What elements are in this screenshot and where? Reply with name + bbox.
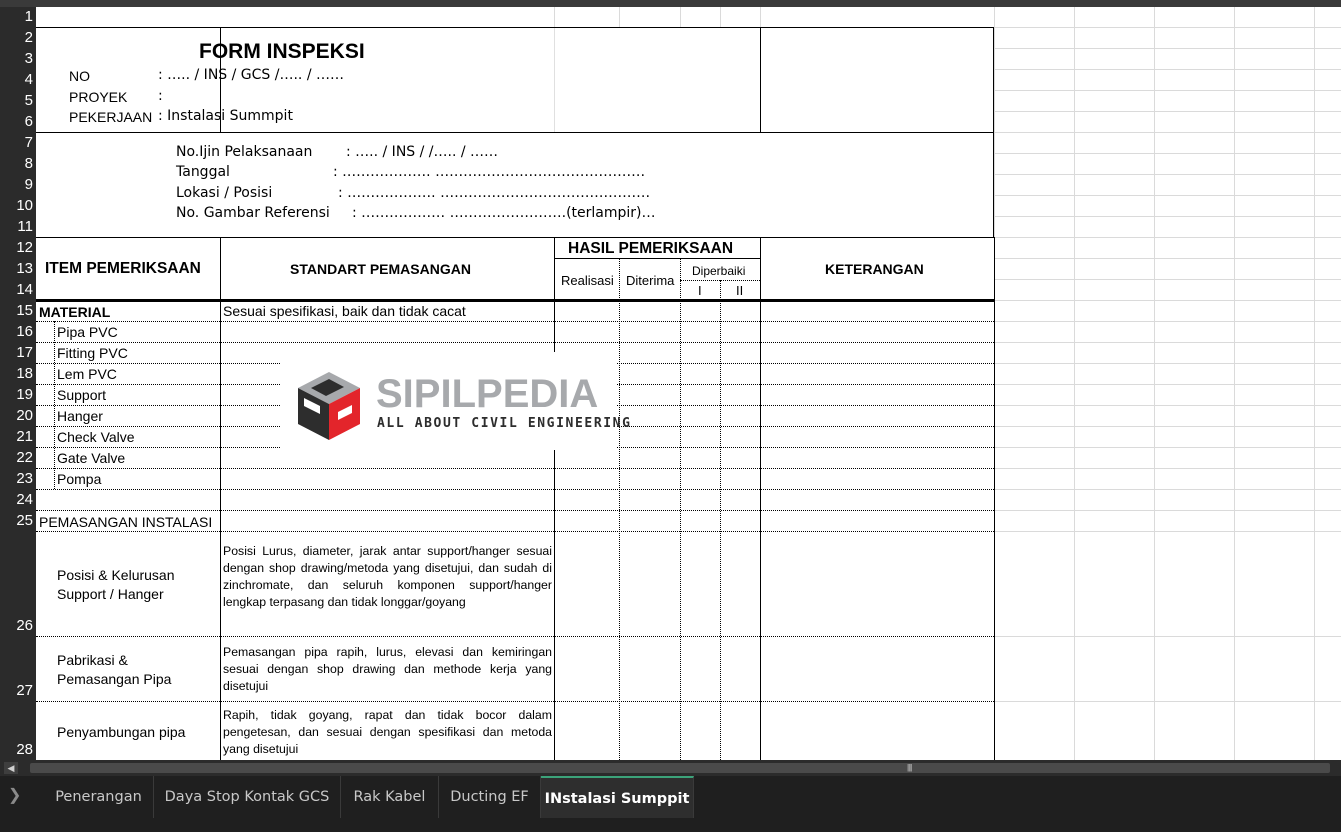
row-number[interactable]: 10 [16, 197, 33, 214]
item-standard: Posisi Lurus, diameter, jarak antar support/hanger sesuai dengan shop drawing/metoda yang disetujui, dan sudah di zinchromate, dan seluruh komponen support/hanger lengkap terpasang dan tidak longgar/goyang [223, 544, 552, 609]
gridline [994, 489, 1341, 490]
row-number[interactable]: 5 [24, 92, 33, 109]
material-standard: Sesuai spesifikasi, baik dan tidak cacat [223, 303, 466, 319]
gridline [554, 7, 555, 27]
row-number[interactable]: 26 [16, 617, 33, 634]
list-item: Pipa PVC [57, 324, 118, 340]
item-label: Support / Hanger [57, 586, 164, 602]
gridline [994, 48, 1341, 49]
row-number[interactable]: 1 [24, 8, 33, 25]
gambar-value: : ……………… …………………….(terlampir)… [352, 205, 656, 221]
gridline [994, 174, 1341, 175]
gridline [994, 153, 1341, 154]
list-item: Lem PVC [57, 366, 117, 382]
gridline [994, 510, 1341, 511]
row-number[interactable]: 17 [16, 344, 33, 361]
gridline [994, 363, 1341, 364]
row-number[interactable]: 15 [16, 302, 33, 319]
col-diterima-header: Diterima [626, 273, 675, 288]
gridline [554, 28, 555, 132]
lokasi-label: Lokasi / Posisi [176, 185, 273, 201]
row-number[interactable]: 23 [16, 470, 33, 487]
watermark-tagline: ALL ABOUT CIVIL ENGINEERING [377, 416, 632, 431]
item-standard: Pemasangan pipa rapih, lurus, elevasi dan kemiringan sesuai dengan shop drawing dan methode kerja yang disetujui [223, 645, 552, 693]
border-line [220, 237, 221, 760]
pemasangan-title: PEMASANGAN INSTALASI [39, 514, 213, 530]
row-number[interactable]: 2 [24, 29, 33, 46]
gambar-label: No. Gambar Referensi [176, 205, 330, 221]
row-border [36, 468, 994, 469]
gridline [994, 237, 1341, 238]
proyek-label: PROYEK [69, 89, 128, 105]
tanggal-label: Tanggal [176, 164, 230, 180]
gridline [994, 405, 1341, 406]
col-realisasi-header: Realisasi [561, 273, 614, 288]
row-number[interactable]: 8 [24, 155, 33, 172]
item-label: Penyambungan pipa [57, 724, 186, 740]
gridline [994, 468, 1341, 469]
row-number[interactable]: 19 [16, 386, 33, 403]
gridline [760, 7, 761, 27]
col-diperbaiki-header: Diperbaiki [692, 264, 746, 278]
row-border [36, 489, 994, 490]
gridline [994, 321, 1341, 322]
row-border [36, 321, 994, 322]
col-item-header: ITEM PEMERIKSAAN [45, 260, 201, 277]
row-number[interactable]: 3 [24, 50, 33, 67]
pekerjaan-label: PEKERJAAN [69, 109, 153, 125]
gridline [994, 132, 1341, 133]
form-title: FORM INSPEKSI [199, 40, 365, 63]
sheet-tab-bar [0, 776, 1341, 820]
chevron-right-icon[interactable]: ❯ [8, 787, 22, 804]
material-title: MATERIAL [39, 304, 111, 320]
gridline [994, 384, 1341, 385]
border-line [619, 258, 620, 760]
gridline [994, 258, 1341, 259]
tab-ducting-ef[interactable]: Ducting EF [439, 776, 541, 818]
item-standard: Rapih, tidak goyang, rapat dan tidak bocor dalam pengetesan, dan sesuai dengan spesifikasi dan metoda yang disetujui [223, 708, 552, 756]
border-line [760, 27, 761, 133]
ijin-label: No.Ijin Pelaksanaan [176, 144, 313, 160]
gridline [680, 7, 681, 27]
row-number[interactable]: 12 [16, 239, 33, 256]
list-item: Check Valve [57, 429, 135, 445]
horizontal-scrollbar[interactable] [0, 760, 1341, 776]
gridline [994, 216, 1341, 217]
item-label: Pemasangan Pipa [57, 671, 172, 687]
tab-penerangan[interactable]: Penerangan [44, 776, 154, 818]
tab-instalasi-sumppit[interactable]: INstalasi Sumppit [541, 776, 694, 818]
col-roman-2: II [736, 283, 744, 298]
row-number[interactable]: 6 [24, 113, 33, 130]
border-line [680, 280, 760, 281]
row-number[interactable]: 11 [17, 218, 33, 235]
row-border [36, 342, 994, 343]
scroll-grip-icon: |||| [907, 763, 912, 772]
list-item: Support [57, 387, 107, 403]
row-number[interactable]: 7 [24, 134, 33, 151]
row-number[interactable]: 13 [16, 260, 33, 277]
header-thick-border [36, 299, 994, 302]
row-border [36, 531, 994, 532]
gridline [994, 195, 1341, 196]
lokasi-value: : ………………. ……………………………………… [338, 185, 651, 201]
watermark-brand: SIPILPEDIA [376, 372, 599, 416]
status-bar [0, 820, 1341, 832]
row-number[interactable]: 21 [16, 428, 33, 445]
scroll-thumb[interactable] [30, 763, 1330, 773]
gridline [994, 531, 1341, 532]
row-border [36, 636, 994, 637]
gridline [994, 426, 1341, 427]
scroll-left-icon[interactable]: ◀ [4, 762, 18, 774]
ijin-value: : ….. / INS / /….. / …… [346, 144, 499, 160]
column-header-bar[interactable] [0, 0, 1341, 7]
border-line [720, 280, 721, 760]
row-number[interactable]: 4 [24, 71, 33, 88]
gridline [994, 69, 1341, 70]
border-line [994, 237, 995, 760]
row-number[interactable]: 24 [16, 491, 33, 508]
pekerjaan-value: : Instalasi Summpit [158, 108, 293, 124]
row-number[interactable]: 9 [24, 176, 33, 193]
tab-daya-stop-kontak-gcs[interactable]: Daya Stop Kontak GCS [154, 776, 341, 818]
row-number[interactable]: 18 [16, 365, 33, 382]
row-number[interactable]: 16 [16, 323, 33, 340]
item-label: Pabrikasi & [57, 652, 128, 668]
list-item: Fitting PVC [57, 345, 128, 361]
col-roman-1: I [698, 283, 702, 298]
gridline [994, 342, 1341, 343]
row-number[interactable]: 22 [16, 449, 33, 466]
list-item: Pompa [57, 471, 102, 487]
no-label: NO [69, 68, 90, 84]
border-line [760, 237, 761, 760]
gridline [994, 279, 1341, 280]
tab-rak-kabel[interactable]: Rak Kabel [341, 776, 439, 818]
tanggal-value: : ………………. ……………………………………… [333, 164, 646, 180]
row-border [54, 321, 55, 489]
gridline [720, 7, 721, 27]
watermark-logo [280, 352, 632, 450]
row-number[interactable]: 28 [16, 741, 33, 758]
sipilpedia-cube-logo-icon [294, 368, 364, 444]
gridline [619, 7, 620, 27]
gridline [994, 90, 1341, 91]
gridline [994, 447, 1341, 448]
row-number[interactable]: 14 [16, 281, 33, 298]
row-border [36, 510, 994, 511]
col-standart-header: STANDART PEMASANGAN [290, 261, 471, 277]
row-border [36, 701, 994, 702]
gridline [994, 111, 1341, 112]
border-line [554, 258, 760, 259]
border-line [554, 237, 555, 760]
list-item: Hanger [57, 408, 103, 424]
col-keterangan-header: KETERANGAN [825, 261, 924, 277]
proyek-value: : [158, 88, 163, 104]
col-hasil-header: HASIL PEMERIKSAAN [568, 240, 734, 257]
row-number[interactable]: 20 [16, 407, 33, 424]
gridline [994, 701, 1341, 702]
list-item: Gate Valve [57, 450, 126, 466]
border-line [680, 258, 681, 760]
no-value: : ….. / INS / GCS /….. / …… [158, 67, 344, 83]
gridline [994, 300, 1341, 301]
row-number[interactable]: 27 [16, 682, 33, 699]
row-number[interactable]: 25 [16, 512, 33, 529]
gridline [994, 636, 1341, 637]
item-label: Posisi & Kelurusan [57, 567, 175, 583]
